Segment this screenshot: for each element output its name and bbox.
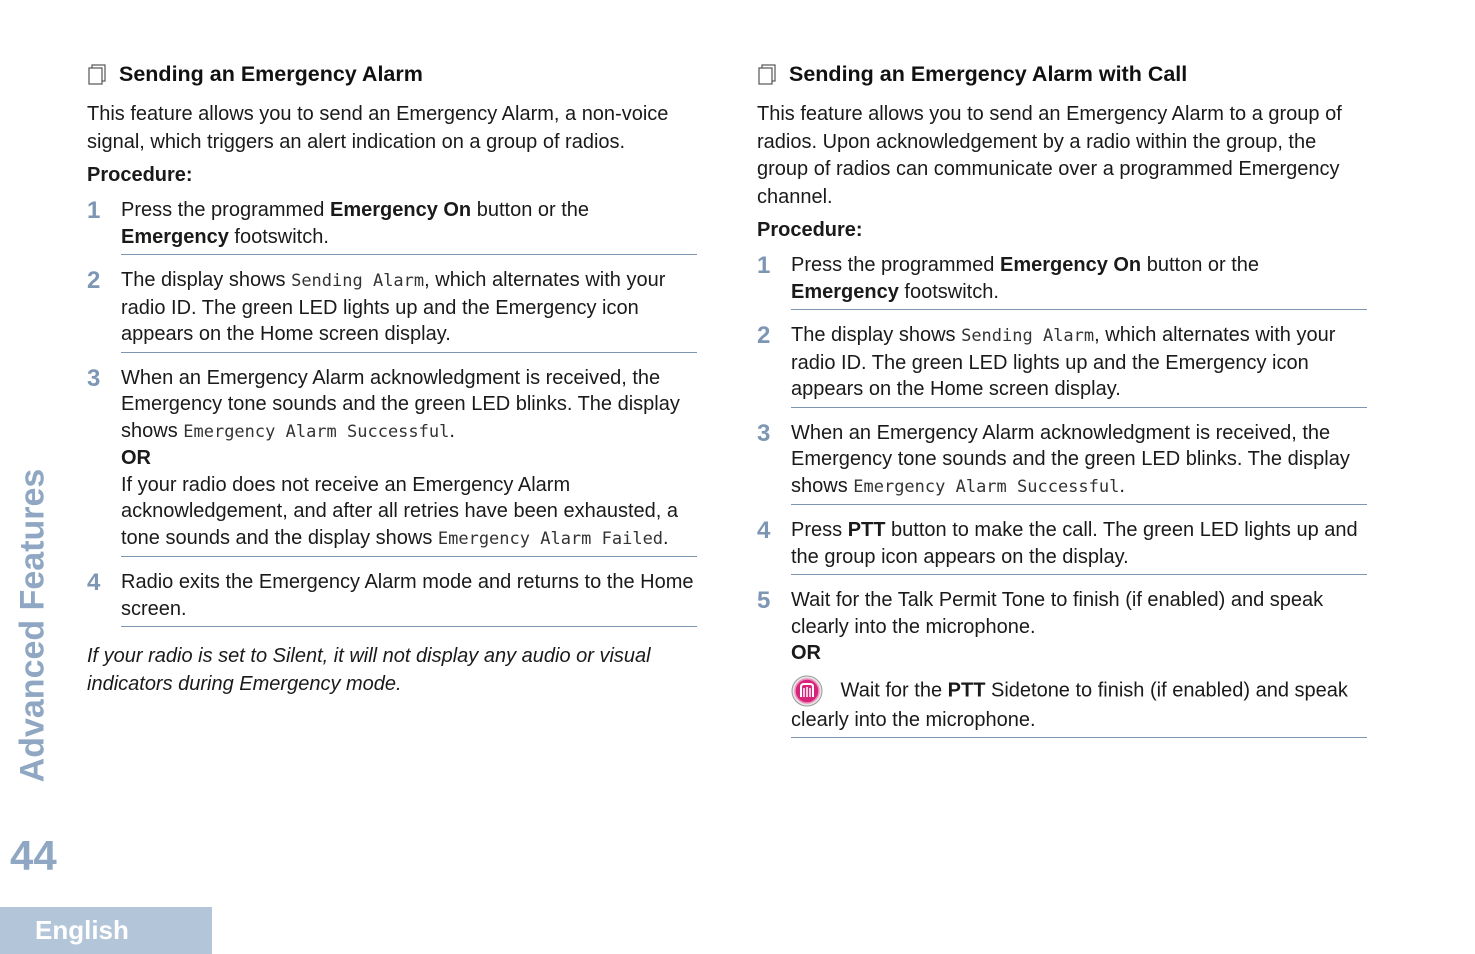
step-5: [757, 587, 1367, 750]
side-label-text: Advanced Features: [13, 468, 52, 782]
side-section-label: [8, 470, 58, 780]
page-number: 44: [10, 832, 57, 879]
display-message: Sending Alarm: [961, 326, 1095, 346]
step-text: When an Emergency Alarm acknowledgment is received, the Emergency tone sounds and the green LED blinks. The display shows Emergency Alarm Successful. OR If your radio does not receive an Emergency Alarm acknowledgement, and after all retries have been exhausted, a tone sounds and the display shows Emergency Alarm Failed.: [121, 365, 697, 558]
step-number: 3: [87, 364, 101, 392]
or-label: OR: [121, 447, 151, 469]
step-1: [757, 252, 1367, 322]
step-1: [87, 197, 697, 267]
step-2: [757, 322, 1367, 420]
left-column: [87, 62, 697, 718]
step-text: Radio exits the Emergency Alarm mode and returns to the Home screen.: [121, 569, 697, 627]
language-tab: English: [0, 907, 212, 954]
step-number: 2: [757, 322, 771, 349]
step-text: Press the programmed Emergency On button or the Emergency footswitch.: [121, 197, 697, 255]
procedure-steps: [87, 197, 697, 639]
display-message: Emergency Alarm Failed: [437, 528, 664, 549]
procedure-steps: [757, 252, 1367, 750]
procedure-doc-icon: [757, 64, 777, 86]
section-heading: [87, 62, 697, 87]
step-4: [757, 517, 1367, 587]
procedure-doc-icon: [87, 64, 107, 86]
step-number: 4: [757, 517, 771, 544]
procedure-label: Procedure:: [87, 164, 193, 186]
right-column: [757, 62, 1367, 750]
procedure-label: Procedure:: [757, 219, 863, 241]
step-text: Press the programmed Emergency On button or the Emergency footswitch.: [791, 252, 1367, 310]
intro-paragraph: This feature allows you to send an Emergency Alarm, a non-voice signal, which triggers an alert indication on a group of radios.: [87, 103, 669, 153]
or-label: OR: [791, 642, 821, 664]
section-title: Sending an Emergency Alarm: [119, 62, 423, 86]
section-title: Sending an Emergency Alarm with Call: [789, 62, 1188, 86]
step-4: [87, 569, 697, 639]
step-number: 3: [757, 419, 771, 447]
step-number: 1: [757, 252, 771, 279]
note-paragraph: If your radio is set to Silent, it will not display any audio or visual indicators during Emergency mode.: [87, 645, 651, 695]
step-3: [87, 365, 697, 570]
display-message: Emergency Alarm Successful: [183, 421, 450, 442]
step-text: Press PTT button to make the call. The green LED lights up and the group icon appears on the display.: [791, 517, 1367, 575]
section-heading: [757, 62, 1367, 87]
step-number: 5: [757, 587, 771, 614]
display-message: Sending Alarm: [291, 271, 425, 291]
step-number: 4: [87, 569, 101, 596]
ptt-sidetone-icon: [791, 675, 823, 707]
step-text: Wait for the Talk Permit Tone to finish (if enabled) and speak clearly into the microphone. OR Wait for the PTT Sidetone to finish (if enabled) and speak clearly into the microphone.: [791, 587, 1367, 738]
step-2: [87, 267, 697, 365]
step-text: The display shows Sending Alarm, which alternates with your radio ID. The green LED lights up and the Emergency icon appears on the Home screen display.: [791, 322, 1367, 408]
step-number: 2: [87, 267, 101, 294]
step-text: When an Emergency Alarm acknowledgment is received, the Emergency tone sounds and the green LED blinks. The display shows Emergency Alarm Successful.: [791, 420, 1367, 506]
step-3: [757, 420, 1367, 518]
intro-paragraph: This feature allows you to send an Emergency Alarm to a group of radios. Upon acknowledgement by a radio within the group, the group of radios can communicate over a programmed Emergency channel.: [757, 103, 1342, 208]
display-message: Emergency Alarm Successful: [853, 476, 1120, 497]
step-number: 1: [87, 197, 101, 224]
step-text: The display shows Sending Alarm, which alternates with your radio ID. The green LED lights up and the Emergency icon appears on the Home screen display.: [121, 267, 697, 353]
